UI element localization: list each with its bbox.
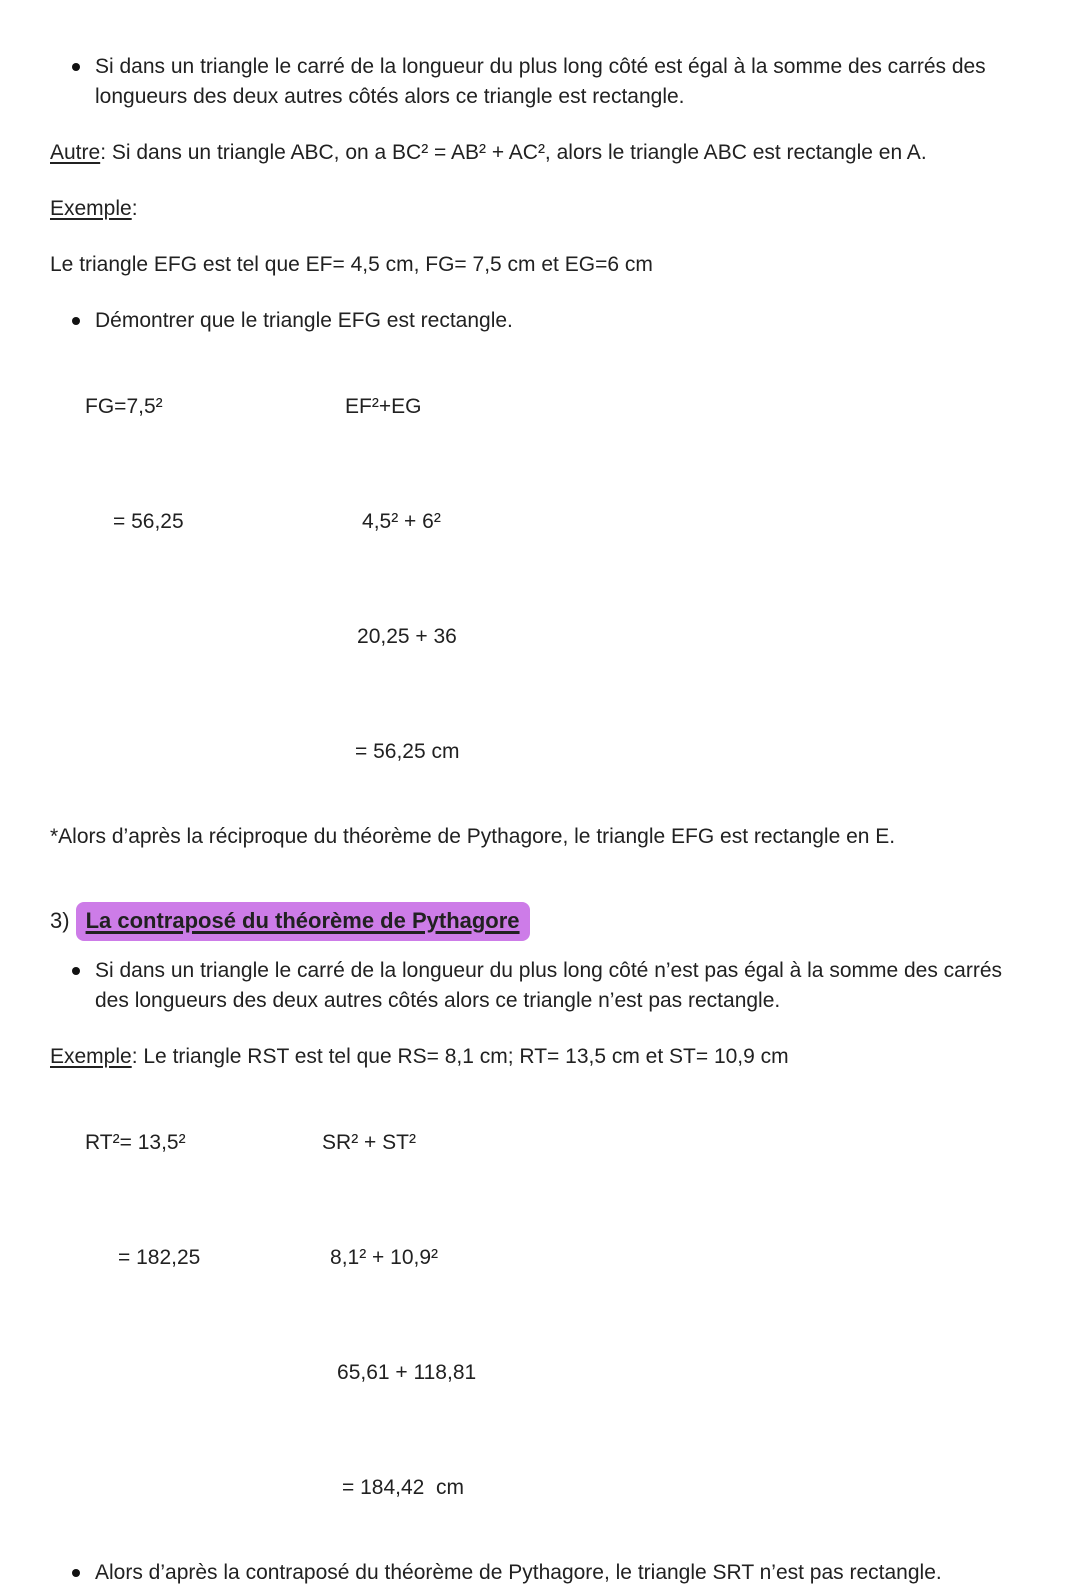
- bullet-item-demontrer: [50, 306, 1045, 336]
- bullet-text: Si dans un triangle le carré de la longueur du plus long côté est égal à la somme des carrés des longueurs des deux autres côtés alors ce triangle est rectangle.: [95, 55, 986, 108]
- autre-label: Autre: [50, 141, 101, 164]
- exemple-text: : Le triangle RST est tel que RS= 8,1 cm; RT= 13,5 cm et ST= 10,9 cm: [131, 1045, 789, 1068]
- calc-row: [50, 1443, 1045, 1533]
- calc-left: RT²= 13,5²: [85, 1131, 186, 1154]
- bullet-icon: [72, 1569, 80, 1577]
- autre-line: [50, 138, 1045, 168]
- section-title-highlighted: La contraposé du théorème de Pythagore: [76, 902, 530, 941]
- calc-row: [50, 1213, 1045, 1303]
- bullet-text: Si dans un triangle le carré de la longueur du plus long côté n’est pas égal à la somme des carrés des longueurs des deux autres côtés alors ce triangle n’est pas rectangle.: [95, 959, 1003, 1012]
- calc-row: [50, 1328, 1045, 1418]
- bullet-item-conclusion-contraposee: [50, 1558, 1045, 1588]
- section-number: 3): [50, 908, 70, 933]
- section-heading: [50, 906, 1045, 936]
- exemple-colon: :: [131, 197, 138, 220]
- calc-right: = 184,42 cm: [342, 1476, 465, 1499]
- bullet-text: Démontrer que le triangle EFG est rectangle.: [95, 309, 513, 332]
- calc-row: [50, 1098, 1045, 1188]
- calc-right: 65,61 + 118,81: [337, 1361, 477, 1384]
- bullet-icon: [72, 967, 80, 975]
- given-line-efg: Le triangle EFG est tel que EF= 4,5 cm, FG= 7,5 cm et EG=6 cm: [50, 253, 653, 276]
- calc-row: [50, 362, 1045, 452]
- calc-right: 4,5² + 6²: [362, 510, 441, 533]
- calc-right: 8,1² + 10,9²: [330, 1246, 438, 1269]
- bullet-item-reciproque-statement: [50, 52, 1045, 112]
- autre-text: : Si dans un triangle ABC, on a BC² = AB² + AC², alors le triangle ABC est rectangle en A.: [100, 141, 927, 164]
- calc-left: = 182,25: [118, 1246, 201, 1269]
- calc-block-rst: [50, 1098, 1045, 1533]
- exemple-line-rst: [50, 1042, 1045, 1072]
- calc-row: [50, 707, 1045, 797]
- exemple-heading: [50, 194, 1045, 224]
- calc-block-efg: [50, 362, 1045, 797]
- calc-right: 20,25 + 36: [357, 625, 457, 648]
- calc-left: FG=7,5²: [85, 395, 163, 418]
- exemple-label: Exemple: [50, 1045, 132, 1068]
- conclusion-reciproque: *Alors d’après la réciproque du théorème de Pythagore, le triangle EFG est rectangle en E.: [50, 825, 896, 848]
- bullet-icon: [72, 317, 80, 325]
- calc-row: [50, 477, 1045, 567]
- bullet-item-contraposee-statement: [50, 956, 1045, 1016]
- calc-left: = 56,25: [113, 510, 184, 533]
- calc-row: [50, 592, 1045, 682]
- calc-right: EF²+EG: [345, 395, 422, 418]
- calc-right: = 56,25 cm: [355, 740, 460, 763]
- bullet-icon: [72, 63, 80, 71]
- bullet-text: Alors d’après la contraposé du théorème de Pythagore, le triangle SRT n’est pas rectangle.: [95, 1561, 942, 1584]
- exemple-label: Exemple: [50, 197, 132, 220]
- calc-right: SR² + ST²: [322, 1131, 416, 1154]
